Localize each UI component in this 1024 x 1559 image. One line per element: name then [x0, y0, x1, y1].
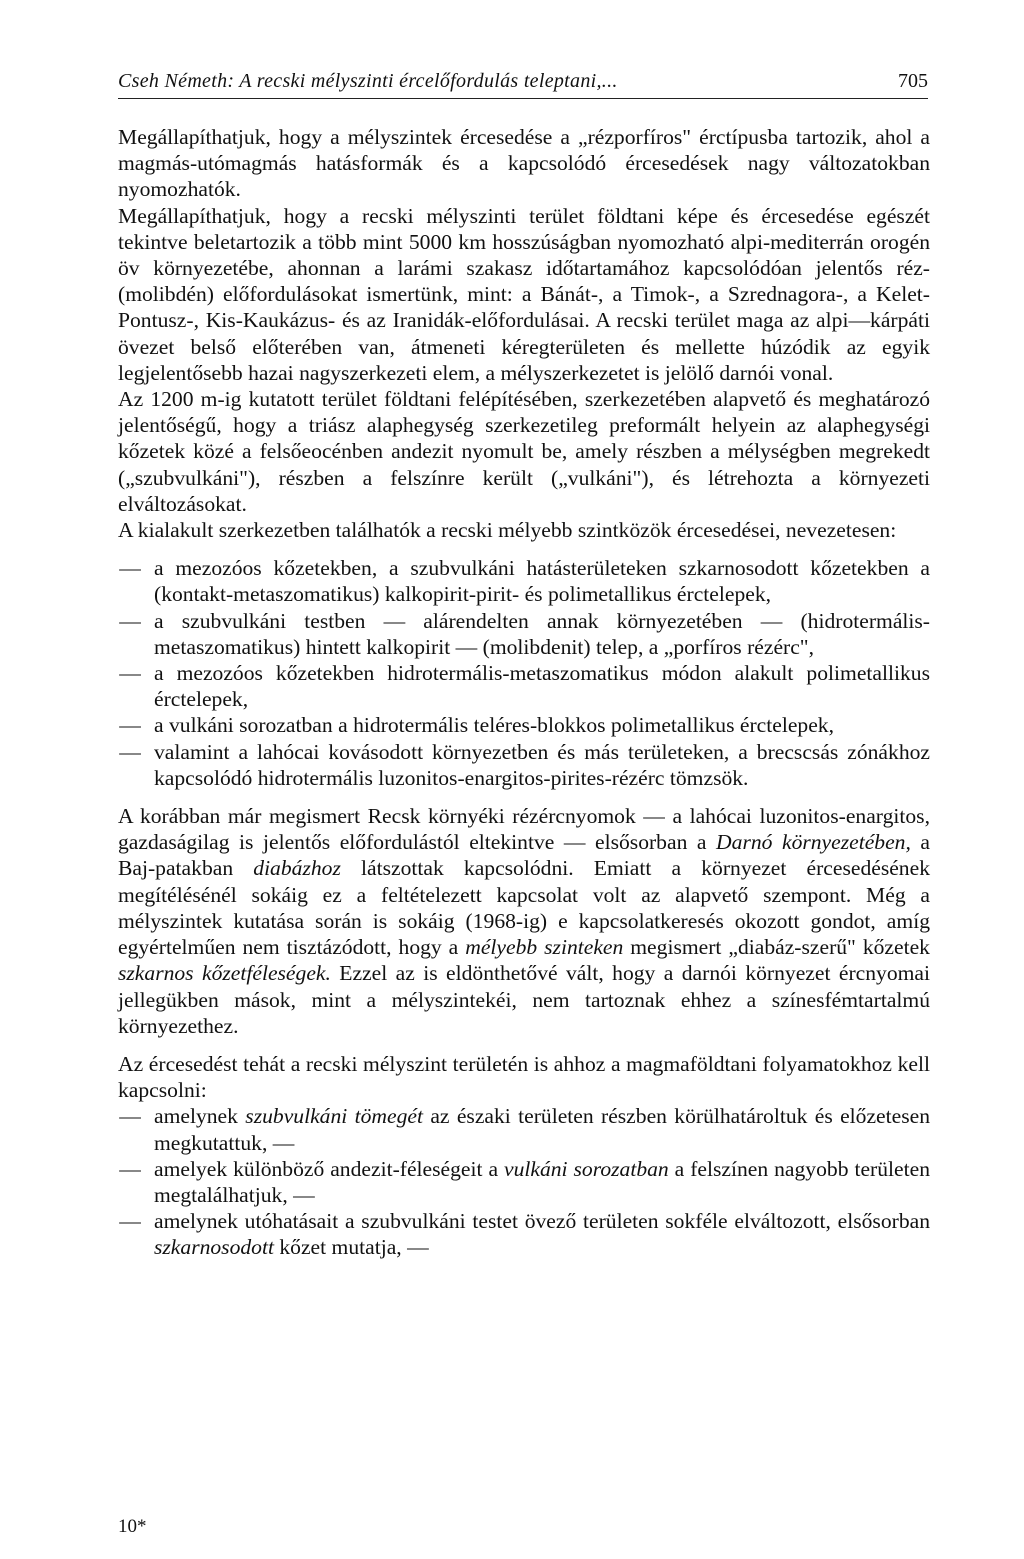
- running-head-title: Cseh Németh: A recski mélyszinti ércelőfordulás teleptani,...: [118, 70, 618, 92]
- paragraph-1: Megállapíthatjuk, hogy a mélyszintek ércesedése a „rézporfíros" érctípusba tartozik, ahol a magmás-utómagmás hatásformák és a kapcsolódó ércesedések nagy változatokban nyomozhatók.: [118, 125, 930, 202]
- list-item: — a szubvulkáni testben — alárendelten annak környezetében — (hidrotermális-metaszomatikus) hintett kalkopirit — (molibdenit) telep, a „porfíros rézérc",: [119, 608, 930, 659]
- list-item: — amelynek utóhatásait a szubvulkáni testet övező területen sokféle elváltozott, elsősorban szkarnosodott kőzet mutatja, —: [119, 1209, 930, 1260]
- ore-types-list: [118, 555, 930, 791]
- dash-marker: —: [119, 608, 141, 633]
- document-body: [118, 124, 930, 1261]
- list-item: — a mezozóos kőzetekben, a szubvulkáni hatásterületeken szkarnosodott kőzetekben a (kontakt-metaszomatikus) kalkopirit-pirit- és polimetallikus érctelepek,: [119, 556, 930, 607]
- page-number: 705: [898, 70, 928, 92]
- running-header: [118, 68, 928, 99]
- list-item: — valamint a lahócai kovásodott környezetben és más területeken, a brecscsás zónákhoz kapcsolódó hidrotermális luzonitos-enargitos-pirites-rézérc tömzsök.: [119, 739, 930, 790]
- dash-marker: —: [119, 1209, 141, 1234]
- magmatic-process-list: [118, 1103, 930, 1260]
- dash-marker: —: [119, 713, 141, 738]
- paragraph-4: A kialakult szerkezetben találhatók a recski mélyebb szintközök ércesedései, nevezetesen:: [118, 518, 897, 543]
- list-item: — amelynek szubvulkáni tömegét az északi területen részben körülhatároltuk és előzetesen megkutattuk, —: [119, 1104, 931, 1155]
- paragraph-3: Az 1200 m-ig kutatott terület földtani felépítésében, szerkezetében alapvető és meghatározó jelentőségű, hogy a triász alaphegység szerkezetileg preformált helyein az alaphegységi kőzetek közé a felsőeocénben andezit nyomult be, amely részben a mélységben megrekedt („szubvulkáni"), részben a felszínre került („vulkáni"), és létrehozta a környezeti elváltozásokat.: [118, 387, 930, 516]
- list-item: — a mezozóos kőzetekben hidrotermális-metaszomatikus módon alakult polimetallikus érctelepek,: [119, 661, 930, 712]
- dash-marker: —: [119, 1104, 141, 1129]
- dash-marker: —: [119, 556, 141, 581]
- paragraph-6: Az ércesedést tehát a recski mélyszint területén is ahhoz a magmaföldtani folyamatokhoz kell kapcsolni:: [118, 1051, 930, 1103]
- list-item: — a vulkáni sorozatban a hidrotermális teléres-blokkos polimetallikus érctelepek,: [119, 713, 834, 738]
- dash-marker: —: [119, 661, 141, 686]
- dash-marker: —: [119, 1156, 141, 1181]
- paragraph-2: Megállapíthatjuk, hogy a recski mélyszinti terület földtani képe és ércesedése egészét tekintve beletartozik a több mint 5000 km hosszúságban nyomozható alpi-mediterrán orogén öv környezetébe, ahonnan a larámi szakasz időtartamához kapcsolódóan jelentős réz- (molibdén) előfordulásokat ismertünk, mint: a Bánát-, a Timok-, a Szrednagora-, a Kelet-Pontusz-, Kis-Kaukázus- és az Iranidák-előfordulásai. A recski terület maga az alpi—kárpáti övezet belső előterében van, átmeneti kéregterületen és mellette húzódik az egyik legjelentősebb hazai nagyszerkezeti elem, a mélyszerkezetet is jelölő darnói vonal.: [118, 203, 930, 385]
- paragraph-5: A korábban már megismert Recsk környéki rézércnyomok — a lahócai luzonitos-enargitos, gazdaságilag is jelentős előfordulástól eltekintve — elsősorban a Darnó környezetében, a Baj-patakban diabázhoz látszottak kapcsolódni. Emiatt a környezet ércesedésének megítélésénél sokáig ez a feltételezett kapcsolat volt az alapvető szempont. Még a mélyszintek kutatása során is sokáig (1968-ig) e kapcsolatkeresés okozott gondot, amíg egyértelműen nem tisztázódott, hogy a mélyebb szinteken megismert „diabáz-szerű" kőzetek szkarnos kőzetféleségek. Ezzel az is eldönthetővé vált, hogy a darnói környezet ércnyomai jellegükben mások, mint a mélyszintekéi, nem tartoznak ehhez a színesfémtartalmú környezethez.: [118, 804, 931, 1038]
- list-item: — amelyek különböző andezit-féleségeit a vulkáni sorozatban a felszínen nagyobb területen megtalálhatjuk, —: [119, 1156, 930, 1207]
- signature-mark: 10*: [118, 1516, 147, 1537]
- dash-marker: —: [119, 739, 141, 764]
